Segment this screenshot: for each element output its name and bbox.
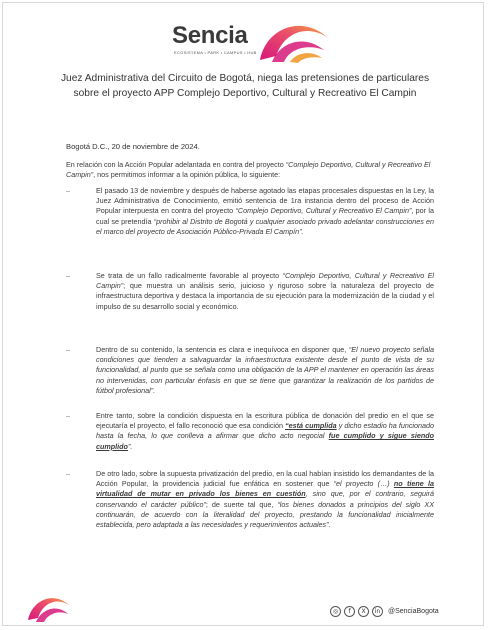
bullet-italic: y dicho estadio ha funcionado hasta la fecha, lo que conlleva a afirmar que dicho acto negocial — [96, 421, 434, 441]
bullet-dash: – — [66, 411, 70, 420]
intro-paragraph — [66, 160, 432, 180]
bullet-dash: – — [66, 186, 70, 195]
list-item — [66, 186, 434, 237]
facebook-icon[interactable]: f — [344, 606, 355, 617]
footer-swoosh-icon — [24, 592, 72, 622]
list-item — [66, 469, 434, 530]
bullet-list — [66, 345, 434, 396]
bullet-text: ; que muestra un análisis serio, juicioso y riguroso sobre la naturaleza del proyecto de infraestructura deportiva y destaca la importancia de su ejecución para la modernización de la ciudad y el impulso de su desarrollo social y económico. — [96, 281, 434, 311]
instagram-icon[interactable]: ◎ — [330, 606, 341, 617]
x-icon[interactable]: X — [358, 606, 369, 617]
bullet-italic: “los bienes donados a principios del siglo XX continuarán, de acuerdo con la literalidad del proyecto, prestando la funcionalidad inicialmente establecida, pero adaptada a las necesidades y requerimientos actuales”. — [96, 499, 434, 530]
list-item — [66, 271, 434, 312]
bullet-text: , por la cual se pretendía — [96, 206, 435, 226]
bullet-text: El pasado 13 de noviembre y después de haberse agotado las etapas procesales dispuestas en la Ley, la Juez Administrativa de Conocimiento, emitió sentencia de 1ra instancia dentro del proceso de Acción Popular interpuesta en contra del proyecto — [96, 186, 434, 216]
document-date: Bogotá D.C., 20 de noviembre de 2024. — [66, 142, 200, 151]
bullet-text: ; de suerte tal que, — [205, 499, 278, 509]
brand-logo — [172, 20, 332, 64]
bullet-text: De otro lado, sobre la supuesta privatización del predio, en la cual habían insistido los demandantes de la Acción Popular, la providencia judicial fue enfática en sostener que — [96, 469, 434, 489]
social-bar — [330, 606, 439, 617]
sencia-swoosh-icon — [242, 16, 334, 64]
bullet-dash: – — [66, 345, 70, 354]
brand-tagline: ECOSISTEMA • PARK • CAMPUS • HUB — [174, 50, 257, 55]
bullet-italic: “Complejo Deportivo, Cultural y Recreativo El Campin” — [235, 206, 412, 216]
brand-name: Sencia — [172, 22, 248, 49]
bullet-list — [66, 271, 434, 312]
bullet-underlined: “está cumplida — [285, 421, 337, 431]
bullet-text: Se trata de un fallo radicalmente favorable al proyecto — [96, 271, 283, 280]
bullet-dash: – — [66, 469, 70, 478]
bullet-italic: “prohibir al Distrito de Bogotá y cualquier asociado privado adelantar construcciones en el marco del proyecto de Asociación Público-Privada El Campín”. — [96, 216, 435, 236]
bullet-dash: – — [66, 271, 70, 280]
social-handle[interactable]: @SenciaBogota — [388, 608, 439, 615]
intro-project-name: “Complejo Deportivo, Cultural y Recreativo El Campin” — [66, 160, 431, 179]
bullet-text: Dentro de su contenido, la sentencia es clara e inequívoca en disponer que, — [96, 345, 349, 354]
bullet-list — [66, 411, 434, 452]
intro-text-end: , nos permitimos informar a la opinión pública, lo siguiente: — [93, 170, 281, 179]
list-item — [66, 411, 434, 452]
bullet-italic: “el proyecto (…) — [333, 479, 394, 489]
bullet-quote: “El nuevo proyecto señala condiciones que tienden a salvaguardar la infraestructura existente desde el punto de vista de su funcionalidad, al punto que se señala como una obligación de la APP el mantener en operación las áreas no intervenidas, con particular énfasis en que se tiene que garantizar la realización de los partidos de fútbol profesional”. — [96, 345, 434, 395]
intro-text: En relación con la Acción Popular adelantada en contra del proyecto — [66, 160, 286, 169]
bullet-list — [66, 186, 434, 237]
bullet-underlined: no tiene la virtualidad de mutar en privado los bienes en cuestión — [96, 479, 434, 499]
linkedin-icon[interactable]: in — [372, 606, 383, 617]
bullet-italic: “Complejo Deportivo, Cultural y Recreativo El Campin” — [96, 271, 435, 291]
bullet-italic: , sino que, por el contrario, seguirá conservando el carácter público” — [96, 489, 434, 509]
list-item — [66, 345, 434, 396]
bullet-text: Entre tanto, sobre la condición dispuesta en la escritura pública de donación del predio en el que se ejecutaría el proyecto, el fallo reconoció que esa condición — [96, 411, 434, 431]
bullet-underlined: fue cumplido y sigue siendo cumplido — [96, 431, 434, 451]
bullet-list — [66, 469, 434, 530]
bullet-italic: ”. — [127, 441, 133, 451]
page-title: Juez Administrativa del Circuito de Bogotá, niega las pretensiones de particulares sobre el proyecto APP Complejo Deportivo, Cultural y Recreativo El Campin — [60, 73, 430, 99]
